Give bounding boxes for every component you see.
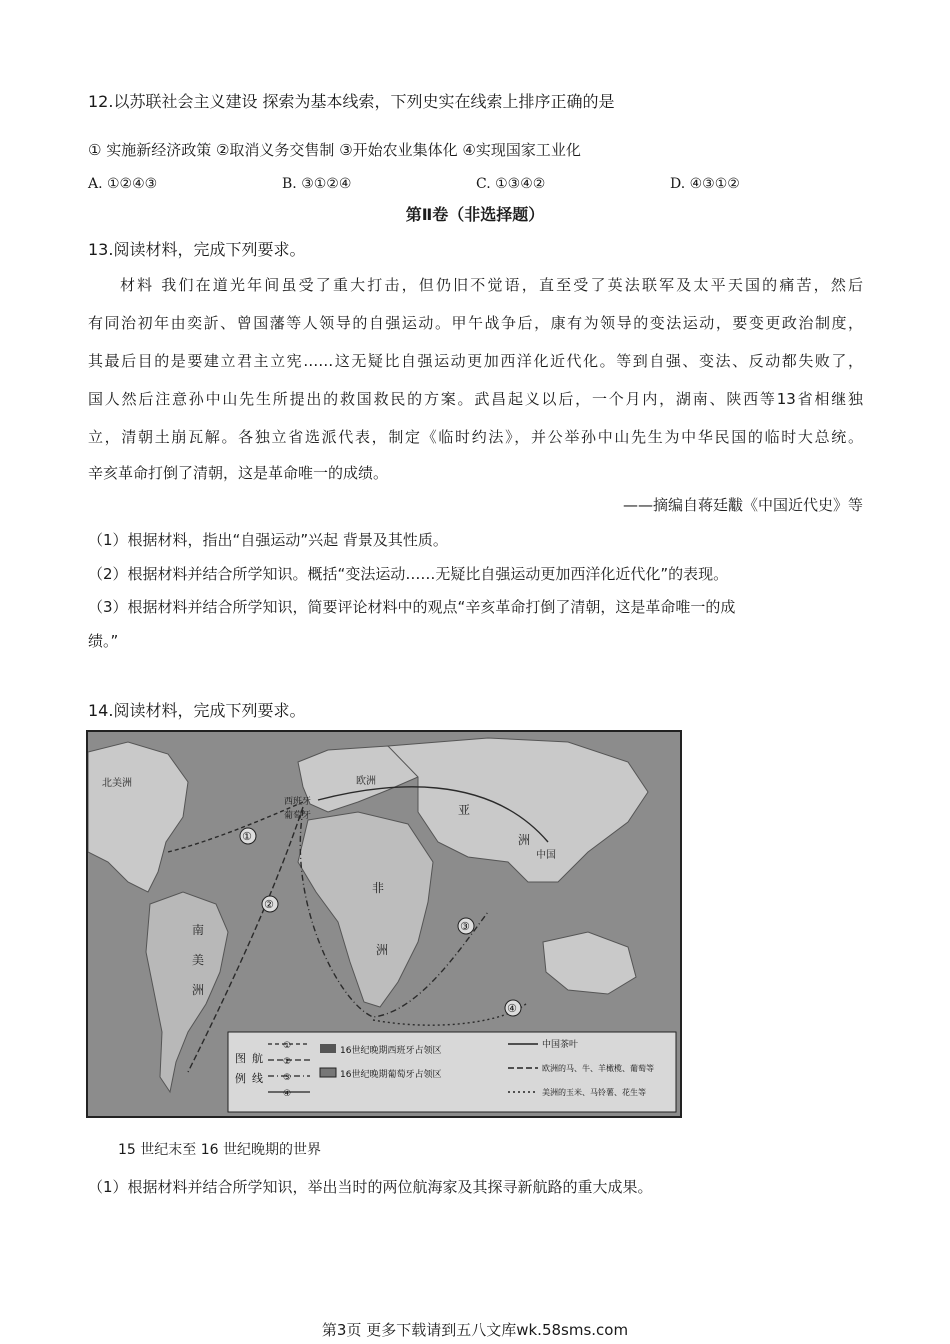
page-footer: 第3页 更多下载请到五八文库wk.58sms.com <box>321 1321 629 1339</box>
question-13-stem: 13.阅读材料，完成下列要求。 <box>88 240 306 259</box>
material-line: 国人然后注意孙中山先生所提出的救国救民的方案。武昌起义以后，一个月内，湖南、陕西等13省相继独 <box>88 390 863 408</box>
material-line: 有同治初年由奕訢、曾国藩等人领导的自强运动。甲午战争后，康有为领导的变法运动，要变更政治制度， <box>88 314 863 332</box>
legend-title: 例 <box>235 1072 246 1085</box>
legend-number: ② <box>283 1057 292 1067</box>
map-label-china: 中国 <box>536 850 556 861</box>
legend-route: 线 <box>252 1072 263 1085</box>
legend-title: 图 <box>235 1052 246 1065</box>
route-number: ② <box>264 898 274 911</box>
question-14-sub-1: （1）根据材料并结合所学知识，举出当时的两位航海家及其探寻新航路的重大成果。 <box>88 1178 653 1196</box>
route-number: ③ <box>460 920 470 933</box>
map-label-spain: 西班牙 <box>284 797 312 807</box>
world-map <box>88 732 680 1116</box>
map-label-south-america: 南 <box>192 923 205 937</box>
legend-number: ③ <box>283 1073 292 1083</box>
map-label-asia: 洲 <box>518 833 531 847</box>
route-marker <box>262 896 278 912</box>
legend-number: ① <box>283 1041 292 1051</box>
map-label-asia: 亚 <box>458 803 471 817</box>
choice-c: C. ①③④② <box>476 176 546 192</box>
legend-spain-area: 16世纪晚期西班牙占领区 <box>340 1046 442 1056</box>
choice-d: D. ④③①② <box>670 176 740 192</box>
map-label-north-america: 北美洲 <box>102 778 132 789</box>
map-label-africa: 洲 <box>376 943 389 957</box>
material-source: ——摘编自蒋廷黻《中国近代史》等 <box>622 496 863 514</box>
world-map-figure <box>86 730 682 1118</box>
legend-number: ④ <box>283 1089 292 1099</box>
map-legend <box>228 1032 676 1112</box>
legend-europe-goods: 欧洲的马、牛、羊橄榄、葡萄等 <box>542 1064 654 1073</box>
choice-b: B. ③①②④ <box>282 176 352 192</box>
section-title: 第Ⅱ卷（非选择题） <box>405 205 545 224</box>
question-13-sub-3-cont: 绩。” <box>88 632 119 650</box>
question-13-sub-3: （3）根据材料并结合所学知识，简要评论材料中的观点“辛亥革命打倒了清朝，这是革命唯一的成 <box>88 598 736 616</box>
material-line: 其最后目的是要建立君主立宪……这无疑比自强运动更加西洋化近代化。等到自强、变法、反动都失败了， <box>88 352 863 370</box>
material-line: 材料 我们在道光年间虽受了重大打击，但仍旧不觉语，直至受了英法联军及太平天国的痛苦，然后 <box>120 276 863 294</box>
map-caption: 15 世纪末至 16 世纪晚期的世界 <box>118 1142 321 1158</box>
legend-route: 航 <box>252 1052 263 1065</box>
question-14-stem: 14.阅读材料，完成下列要求。 <box>88 701 306 720</box>
question-12-stem: 12.以苏联社会主义建设 探索为基本线索，下列史实在线索上排序正确的是 <box>88 92 615 111</box>
route-number: ④ <box>507 1002 517 1015</box>
route-marker <box>240 828 256 844</box>
material-line: 辛亥革命打倒了清朝，这是革命唯一的成绩。 <box>88 464 389 482</box>
map-label-africa: 非 <box>372 881 385 895</box>
route-marker <box>458 918 474 934</box>
map-label-europe: 欧洲 <box>356 776 376 787</box>
material-line: 立，清朝土崩瓦解。各独立省选派代表，制定《临时约法》，并公举孙中山先生为中华民国的临时大总统。 <box>88 428 863 446</box>
question-12-items: ① 实施新经济政策 ②取消义务交售制 ③开始农业集体化 ④实现国家工业化 <box>88 141 581 159</box>
legend-tea: 中国茶叶 <box>542 1040 579 1050</box>
choice-a: A. ①②④③ <box>88 176 158 192</box>
legend-portugal-area: 16世纪晚期葡萄牙占领区 <box>340 1070 442 1080</box>
map-label-south-america: 洲 <box>192 983 205 997</box>
route-number: ① <box>242 830 252 843</box>
question-13-sub-1: （1）根据材料，指出“自强运动”兴起 背景及其性质。 <box>88 531 448 549</box>
route-marker <box>505 1000 521 1016</box>
question-13-sub-2: （2）根据材料并结合所学知识。概括“变法运动……无疑比自强运动更加西洋化近代化”的表现。 <box>88 565 729 583</box>
legend-america-goods: 美洲的玉米、马铃薯、花生等 <box>542 1088 646 1097</box>
map-label-south-america: 美 <box>192 953 205 967</box>
map-label-portugal: 葡萄牙 <box>284 811 312 821</box>
